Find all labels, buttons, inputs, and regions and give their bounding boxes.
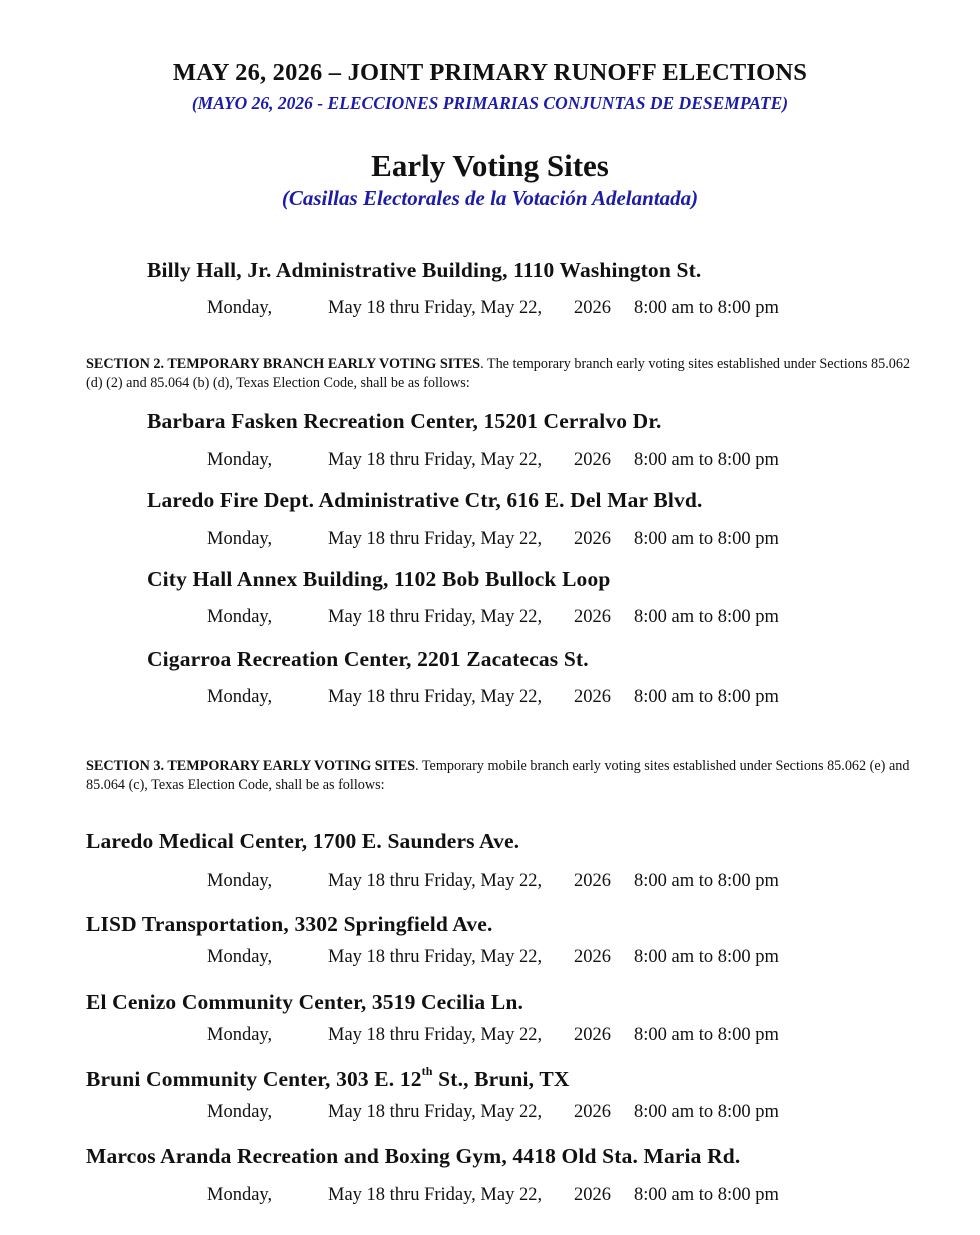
site-name: Barbara Fasken Recreation Center, 15201 Cerralvo Dr. bbox=[147, 409, 662, 433]
schedule-day: Monday, bbox=[207, 450, 273, 470]
schedule-year: 2026 bbox=[574, 947, 611, 967]
schedule-hours: 8:00 am to 8:00 pm bbox=[634, 529, 779, 549]
section-2-body: . The temporary branch early voting sites established under Sections 85.062 (d) (2) and 85.064 (b) (d), Texas Election Code, shall be as follows: bbox=[86, 356, 911, 391]
schedule-day: Monday, bbox=[207, 1185, 273, 1205]
schedule-hours: 8:00 am to 8:00 pm bbox=[634, 687, 779, 707]
schedule-year: 2026 bbox=[574, 450, 611, 470]
early-voting-title: Early Voting Sites bbox=[371, 148, 609, 183]
schedule-day: Monday, bbox=[207, 529, 273, 549]
schedule-range: May 18 thru Friday, May 22, bbox=[328, 450, 543, 470]
schedule-range: May 18 thru Friday, May 22, bbox=[328, 687, 543, 707]
schedule-day: Monday, bbox=[207, 947, 273, 967]
site-name: Marcos Aranda Recreation and Boxing Gym, 4418 Old Sta. Maria Rd. bbox=[86, 1144, 741, 1168]
site-name: Cigarroa Recreation Center, 2201 Zacatecas St. bbox=[147, 647, 589, 671]
site-name bbox=[86, 1064, 570, 1092]
section-3-heading: SECTION 3. TEMPORARY EARLY VOTING SITES bbox=[86, 758, 416, 774]
schedule-day: Monday, bbox=[207, 687, 273, 707]
schedule-day: Monday, bbox=[207, 1025, 273, 1045]
schedule-year: 2026 bbox=[574, 298, 611, 318]
schedule-range: May 18 thru Friday, May 22, bbox=[328, 298, 543, 318]
section-2-heading: SECTION 2. TEMPORARY BRANCH EARLY VOTING SITES bbox=[86, 356, 481, 372]
early-voting-subtitle-spanish: (Casillas Electorales de la Votación Adelantada) bbox=[281, 186, 699, 210]
schedule-hours: 8:00 am to 8:00 pm bbox=[634, 871, 779, 891]
section-2-text bbox=[86, 355, 916, 393]
schedule-day: Monday, bbox=[207, 298, 273, 318]
schedule-range: May 18 thru Friday, May 22, bbox=[328, 529, 543, 549]
schedule-day: Monday, bbox=[207, 1102, 273, 1122]
site-name: LISD Transportation, 3302 Springfield Ave. bbox=[86, 912, 493, 936]
schedule-year: 2026 bbox=[574, 529, 611, 549]
schedule-hours: 8:00 am to 8:00 pm bbox=[634, 607, 779, 627]
schedule-hours: 8:00 am to 8:00 pm bbox=[634, 1102, 779, 1122]
schedule-year: 2026 bbox=[574, 687, 611, 707]
schedule-hours: 8:00 am to 8:00 pm bbox=[634, 1185, 779, 1205]
page-subtitle-spanish: (MAYO 26, 2026 - ELECCIONES PRIMARIAS CONJUNTAS DE DESEMPATE) bbox=[191, 93, 789, 113]
schedule-hours: 8:00 am to 8:00 pm bbox=[634, 947, 779, 967]
schedule-hours: 8:00 am to 8:00 pm bbox=[634, 298, 779, 318]
site-name-part: St., Bruni, TX bbox=[432, 1067, 570, 1091]
site-name: Laredo Medical Center, 1700 E. Saunders Ave. bbox=[86, 829, 520, 853]
site-name: City Hall Annex Building, 1102 Bob Bullock Loop bbox=[147, 567, 611, 591]
section-3-body: . Temporary mobile branch early voting sites established under Sections 85.062 (e) and 85.064 (c), Texas Election Code, shall be as follows: bbox=[86, 758, 910, 793]
schedule-year: 2026 bbox=[574, 1185, 611, 1205]
schedule-year: 2026 bbox=[574, 1102, 611, 1122]
site-name-superscript: th bbox=[421, 1064, 433, 1078]
schedule-range: May 18 thru Friday, May 22, bbox=[328, 947, 543, 967]
site-name-part: Bruni Community Center, 303 E. 12 bbox=[86, 1067, 422, 1091]
schedule-year: 2026 bbox=[574, 1025, 611, 1045]
site-name: Laredo Fire Dept. Administrative Ctr, 616 E. Del Mar Blvd. bbox=[147, 488, 703, 512]
schedule-range: May 18 thru Friday, May 22, bbox=[328, 871, 543, 891]
schedule-range: May 18 thru Friday, May 22, bbox=[328, 1025, 543, 1045]
schedule-day: Monday, bbox=[207, 607, 273, 627]
page-title: MAY 26, 2026 – JOINT PRIMARY RUNOFF ELECTIONS bbox=[172, 59, 808, 86]
site-name: Billy Hall, Jr. Administrative Building, 1110 Washington St. bbox=[147, 258, 702, 282]
site-name: El Cenizo Community Center, 3519 Cecilia Ln. bbox=[86, 990, 523, 1014]
schedule-range: May 18 thru Friday, May 22, bbox=[328, 1185, 543, 1205]
schedule-range: May 18 thru Friday, May 22, bbox=[328, 607, 543, 627]
schedule-range: May 18 thru Friday, May 22, bbox=[328, 1102, 543, 1122]
schedule-year: 2026 bbox=[574, 871, 611, 891]
schedule-hours: 8:00 am to 8:00 pm bbox=[634, 450, 779, 470]
schedule-year: 2026 bbox=[574, 607, 611, 627]
section-3-text bbox=[86, 757, 916, 795]
schedule-day: Monday, bbox=[207, 871, 273, 891]
schedule-hours: 8:00 am to 8:00 pm bbox=[634, 1025, 779, 1045]
